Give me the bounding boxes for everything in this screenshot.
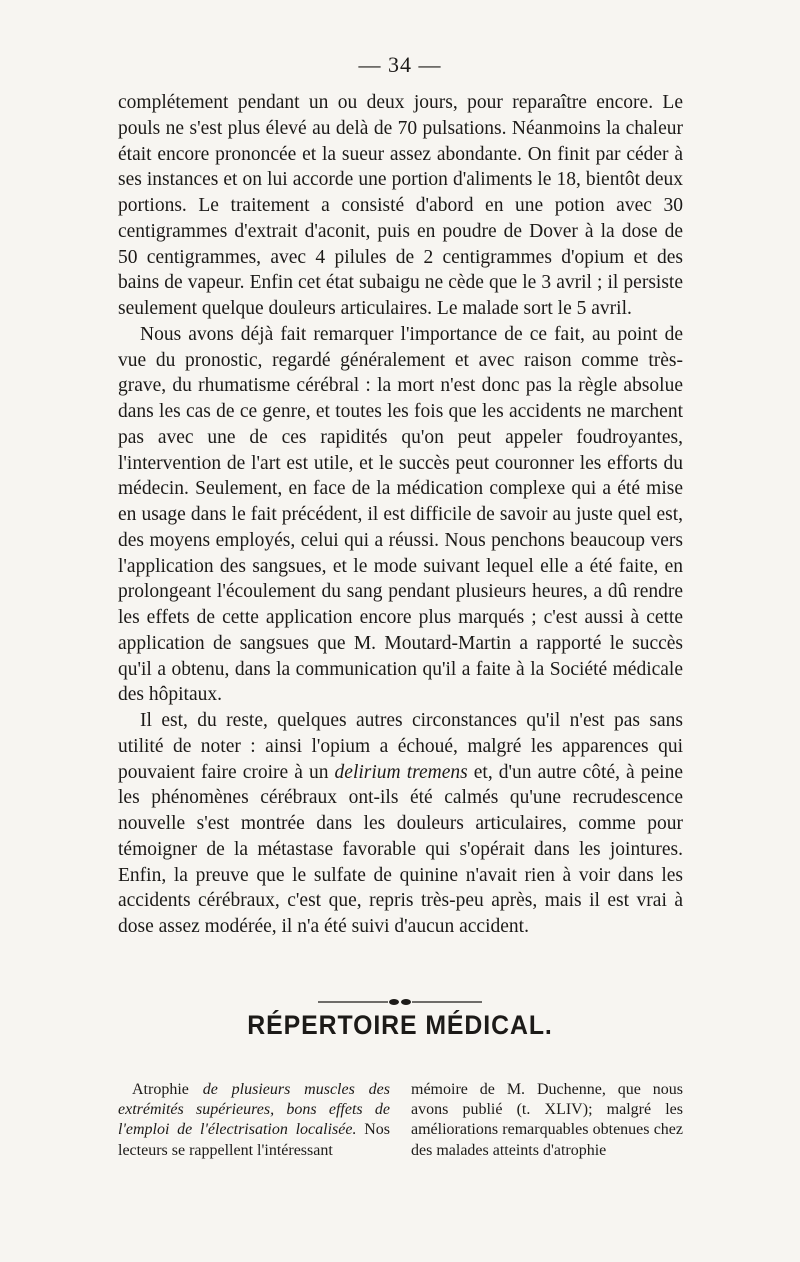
- two-column-text: [118, 1080, 683, 1161]
- entry-text: mémoire de M. Duchenne, que nous avons publié (t. XLIV); malgré les améliorations remarquables obtenues chez des malades atteints d'atrophie: [411, 1081, 683, 1159]
- left-column: [118, 1080, 390, 1161]
- italic-term: delirium tremens: [334, 761, 468, 783]
- right-column: [411, 1080, 683, 1161]
- section-divider-ornament: [318, 997, 482, 1007]
- page-number: — 34 —: [358, 52, 442, 77]
- paragraph-circumstances: [118, 708, 683, 940]
- body-text: [118, 90, 683, 940]
- entry-subtitle: de plusieurs muscles des extrémités supérieures, bons effets de l'emploi de l'électrisation localisée.: [118, 1081, 390, 1139]
- paragraph-prognosis: Nous avons déjà fait remarquer l'importance de ce fait, au point de vue du pronostic, regardé généralement et avec raison comme très-grave, du rhumatisme cérébral : la mort n'est donc pas la règle absolue dans les cas de ce genre, et toutes les fois que les accidents ne marchent pas avec une de ces rapidités qu'on peut appeler foudroyantes, l'intervention de l'art est utile, et le succès peut couronner les efforts du médecin. Seulement, en face de la médication complexe qui a été mise en usage dans le fait précédent, il est difficile de savoir au juste quel est, des moyens employés, celui qui a réussi. Nous penchons beaucoup vers l'application des sangsues, et le mode suivant lequel elle a été faite, en prolongeant l'écoulement du sang pendant plusieurs heures, a dû rendre les effets de cette application encore plus marqués ; c'est aussi à cette application de sangsues que M. Moutard-Martin a rapporté le succès qu'il a obtenu, dans la communication qu'il a faite à la Société médicale des hôpitaux.: [118, 323, 683, 706]
- paragraph-continuation: complétement pendant un ou deux jours, pour reparaître encore. Le pouls ne s'est plus élevé au delà de 70 pulsations. Néanmoins la chaleur était encore prononcée et la sueur assez abondante. On finit par céder à ses instances et on lui accorde une portion d'aliments le 18, bientôt deux portions. Le traitement a consisté d'abord en une potion avec 30 centigrammes d'extrait d'aconit, puis en poudre de Dover à la dose de 50 centigrammes, avec 4 pilules de 2 centigrammes d'opium et des bains de vapeur. Enfin cet état subaigu ne cède que le 3 avril ; il persiste seulement quelque douleurs articulaires. Le malade sort le 5 avril.: [118, 92, 683, 319]
- entry-text: Nos lecteurs se rappellent l'intéressant: [118, 1121, 391, 1159]
- section-title: RÉPERTOIRE MÉDICAL.: [247, 1010, 553, 1040]
- paragraph-part: Il est, du reste, quelques autres circonstances qu'il n'est pas sans utilité de noter : ainsi l'opium a échoué, malgré les apparences qui pouvaient faire croire à un: [118, 710, 683, 783]
- paragraph-part: et, d'un autre côté, à peine les phénomènes cérébraux ont-ils été calmés qu'une recrudescence nouvelle s'est montrée dans les douleurs articulaires, comme pour témoigner de la métastase favorable qui s'opérait dans les jointures. Enfin, la preuve que le sulfate de quinine n'avait rien à voir dans les accidents cérébraux, c'est que, repris très-peu après, mais il est vrai à dose assez modérée, il n'a été suivi d'aucun accident.: [118, 761, 683, 937]
- entry-head: Atrophie: [132, 1081, 189, 1098]
